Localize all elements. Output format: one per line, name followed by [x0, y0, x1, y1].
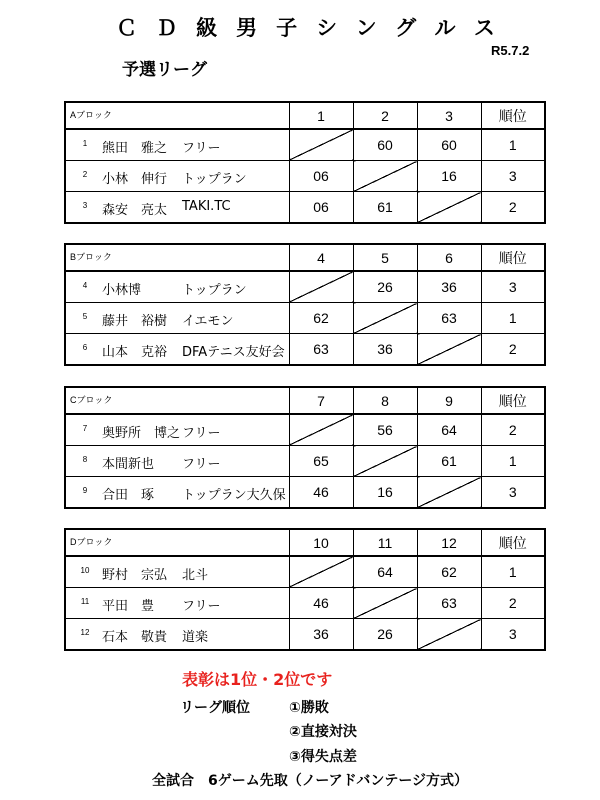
block-header-cell — [65, 387, 289, 414]
rank-cell: 3 — [481, 271, 545, 303]
rank-header: 順位 — [481, 244, 545, 271]
column-header: 3 — [417, 102, 481, 129]
player-row — [65, 588, 545, 619]
player-number: 10 — [80, 566, 90, 575]
self-match-cell — [289, 414, 353, 446]
score-cell: 06 — [289, 192, 353, 224]
column-header: 10 — [289, 529, 353, 556]
player-row — [65, 129, 545, 161]
self-match-cell — [417, 192, 481, 224]
column-header: 5 — [353, 244, 417, 271]
rank-cell: 3 — [481, 619, 545, 651]
ranking-rule-2: ②直接対決 — [289, 724, 357, 740]
player-number: 6 — [82, 343, 88, 352]
league-table — [64, 243, 546, 366]
player-cell — [65, 334, 289, 366]
score-cell: 62 — [417, 556, 481, 588]
player-name: 山本 克裕 — [102, 345, 168, 360]
player-name: 藤井 裕樹 — [102, 314, 168, 329]
player-number: 1 — [82, 139, 88, 148]
self-match-cell — [289, 271, 353, 303]
player-club: トップラン — [182, 283, 247, 298]
player-row — [65, 619, 545, 651]
self-match-cell — [353, 161, 417, 192]
score-cell: 61 — [417, 446, 481, 477]
player-name: 石本 敬貴 — [102, 630, 168, 645]
ranking-label: リーグ順位 — [180, 700, 250, 716]
score-cell: 62 — [289, 303, 353, 334]
player-row — [65, 556, 545, 588]
player-cell — [65, 303, 289, 334]
league-table — [64, 386, 546, 509]
self-match-cell — [353, 446, 417, 477]
player-name: 平田 豊 — [102, 599, 155, 614]
score-cell: 36 — [353, 334, 417, 366]
player-number: 2 — [82, 170, 88, 179]
rank-header: 順位 — [481, 529, 545, 556]
player-club: フリー — [182, 141, 221, 156]
self-match-cell — [353, 588, 417, 619]
player-cell — [65, 129, 289, 161]
score-cell: 63 — [289, 334, 353, 366]
rank-cell: 1 — [481, 129, 545, 161]
player-club: DFAテニス友好会 — [182, 345, 285, 360]
player-row — [65, 192, 545, 224]
score-cell: 26 — [353, 271, 417, 303]
page-title: ＣＤ級男子シングルス — [116, 16, 514, 40]
page-subtitle: 予選リーグ — [122, 60, 207, 80]
player-row — [65, 414, 545, 446]
player-club: トップラン大久保 — [182, 488, 286, 503]
column-header: 4 — [289, 244, 353, 271]
player-name: 奥野所 博之 — [102, 426, 181, 441]
rank-cell: 2 — [481, 334, 545, 366]
column-header: 2 — [353, 102, 417, 129]
player-cell — [65, 161, 289, 192]
player-row — [65, 271, 545, 303]
score-cell: 06 — [289, 161, 353, 192]
block-header-cell — [65, 244, 289, 271]
player-cell — [65, 556, 289, 588]
score-cell: 61 — [353, 192, 417, 224]
player-number: 8 — [82, 455, 88, 464]
score-cell: 56 — [353, 414, 417, 446]
score-cell: 60 — [353, 129, 417, 161]
self-match-cell — [289, 129, 353, 161]
score-cell: 65 — [289, 446, 353, 477]
player-number: 7 — [82, 424, 88, 433]
player-row — [65, 303, 545, 334]
self-match-cell — [289, 556, 353, 588]
score-cell: 64 — [417, 414, 481, 446]
player-cell — [65, 446, 289, 477]
block-name: Dブロック — [70, 537, 113, 547]
rank-cell: 1 — [481, 556, 545, 588]
score-cell: 36 — [417, 271, 481, 303]
player-name: 森安 亮太 — [102, 203, 168, 218]
player-number: 3 — [82, 201, 88, 210]
score-cell: 63 — [417, 588, 481, 619]
self-match-cell — [417, 334, 481, 366]
player-cell — [65, 192, 289, 224]
rank-cell: 2 — [481, 414, 545, 446]
league-table — [64, 528, 546, 651]
match-format: 全試合 6ゲーム先取（ノーアドバンテージ方式） — [152, 773, 469, 789]
column-header: 8 — [353, 387, 417, 414]
player-club: イエモン — [182, 314, 234, 329]
self-match-cell — [417, 477, 481, 509]
player-row — [65, 334, 545, 366]
player-name: 合田 琢 — [102, 488, 155, 503]
player-club: フリー — [182, 599, 221, 614]
score-cell: 16 — [353, 477, 417, 509]
score-cell: 64 — [353, 556, 417, 588]
rank-cell: 2 — [481, 588, 545, 619]
score-cell: 36 — [289, 619, 353, 651]
score-cell: 46 — [289, 477, 353, 509]
self-match-cell — [417, 619, 481, 651]
column-header: 9 — [417, 387, 481, 414]
player-name: 本間新也 — [102, 457, 155, 472]
player-club: 道楽 — [182, 630, 209, 645]
block-name: Cブロック — [70, 395, 113, 405]
player-cell — [65, 414, 289, 446]
league-table — [64, 101, 546, 224]
column-header: 1 — [289, 102, 353, 129]
award-note: 表彰は1位・2位です — [182, 670, 333, 689]
player-number: 11 — [80, 597, 90, 606]
player-cell — [65, 619, 289, 651]
score-cell: 60 — [417, 129, 481, 161]
ranking-rule-1: ①勝敗 — [289, 700, 329, 716]
event-date: R5.7.2 — [491, 43, 530, 58]
player-row — [65, 161, 545, 192]
player-number: 4 — [82, 281, 88, 290]
player-club: TAKI.TC — [182, 199, 231, 214]
rank-cell: 3 — [481, 477, 545, 509]
player-club: フリー — [182, 426, 221, 441]
player-club: 北斗 — [182, 568, 209, 583]
block-name: Aブロック — [70, 110, 112, 120]
player-row — [65, 477, 545, 509]
block-header-cell — [65, 102, 289, 129]
player-cell — [65, 271, 289, 303]
player-club: フリー — [182, 457, 221, 472]
rank-cell: 2 — [481, 192, 545, 224]
player-name: 小林 伸行 — [102, 172, 168, 187]
rank-cell: 1 — [481, 303, 545, 334]
column-header: 6 — [417, 244, 481, 271]
player-club: トップラン — [182, 172, 247, 187]
column-header: 7 — [289, 387, 353, 414]
score-cell: 46 — [289, 588, 353, 619]
player-row — [65, 446, 545, 477]
player-name: 小林博 — [102, 283, 142, 298]
player-number: 9 — [82, 486, 88, 495]
rank-header: 順位 — [481, 387, 545, 414]
self-match-cell — [353, 303, 417, 334]
block-name: Bブロック — [70, 252, 112, 262]
player-cell — [65, 588, 289, 619]
score-cell: 16 — [417, 161, 481, 192]
player-cell — [65, 477, 289, 509]
player-number: 12 — [80, 628, 90, 637]
player-number: 5 — [82, 312, 88, 321]
score-cell: 26 — [353, 619, 417, 651]
rank-cell: 3 — [481, 161, 545, 192]
rank-cell: 1 — [481, 446, 545, 477]
ranking-rule-3: ③得失点差 — [289, 749, 357, 765]
column-header: 11 — [353, 529, 417, 556]
score-cell: 63 — [417, 303, 481, 334]
block-header-cell — [65, 529, 289, 556]
player-name: 熊田 雅之 — [102, 141, 168, 156]
player-name: 野村 宗弘 — [102, 568, 168, 583]
column-header: 12 — [417, 529, 481, 556]
rank-header: 順位 — [481, 102, 545, 129]
